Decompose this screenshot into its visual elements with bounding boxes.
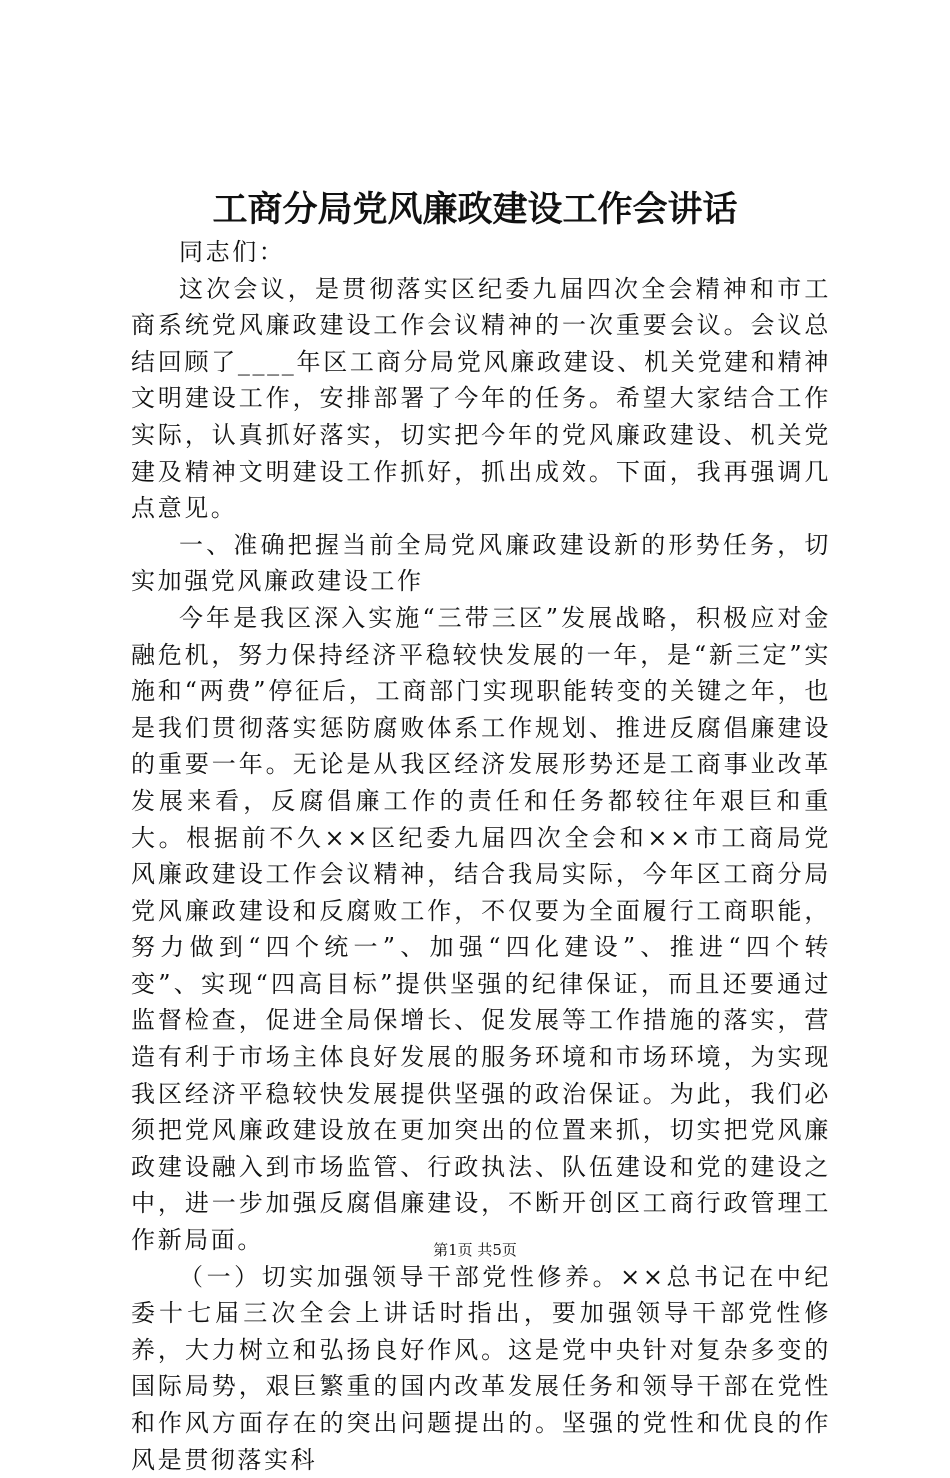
paragraph-situation: 今年是我区深入实施“三带三区”发展战略，积极应对金融危机，努力保持经济平稳较快发展的一年，是“新三定”实施和“两费”停征后，工商部门实现职能转变的关键之年，也是我们贯彻落实惩防腐败体系工作规划、推进反腐倡廉建设的重要一年。无论是从我区经济发展形势还是工商事业改革发展来看，反腐倡廉工作的责任和任务都较往年艰巨和重大。根据前不久××区纪委九届四次全会和××市工商局党风廉政建设工作会议精神，结合我局实际，今年区工商分局党风廉政建设和反腐败工作，不仅要为全面履行工商职能，努力做到“四个统一”、加强“四化建设”、推进“四个转变”、实现“四高目标”提供坚强的纪律保证，而且还要通过监督检查，促进全局保增长、促发展等工作措施的落实，营造有利于市场主体良好发展的服务环境和市场环境，为实现我区经济平稳较快发展提供坚强的政治保证。为此，我们必须把党风廉政建设放在更加突出的位置来抓，切实把党风廉政建设融入到市场监管、行政执法、队伍建设和党的建设之中，进一步加强反腐倡廉建设，不断开创区工商行政管理工作新局面。 bbox=[131, 603, 831, 1255]
salutation: 同志们： bbox=[179, 238, 286, 266]
paragraph-subsection-1: （一）切实加强领导干部党性修养。××总书记在中纪委十七届三次全会上讲话时指出，要加强领导干部党性修养，大力树立和弘扬良好作风。这是党中央针对复杂多变的国际局势，艰巨繁重的国内改革发展任务和领导干部在党性和作风方面存在的突出问题提出的。坚强的党性和优良的作风是贯彻落实科 bbox=[131, 1262, 831, 1474]
section-heading-1: 一、准确把握当前全局党风廉政建设新的形势任务，切实加强党风廉政建设工作 bbox=[131, 530, 831, 596]
document-body bbox=[131, 234, 831, 1478]
page-footer: 第1页 共5页 bbox=[433, 1241, 517, 1259]
paragraph-intro: 这次会议，是贯彻落实区纪委九届四次全会精神和市工商系统党风廉政建设工作会议精神的一次重要会议。会议总结回顾了____年区工商分局党风廉政建设、机关党建和精神文明建设工作，安排部署了今年的任务。希望大家结合工作实际，认真抓好落实，切实把今年的党风廉政建设、机关党建及精神文明建设工作抓好，抓出成效。下面，我再强调几点意见。 bbox=[131, 274, 831, 523]
document-title: 工商分局党风廉政建设工作会讲话 bbox=[212, 189, 738, 230]
